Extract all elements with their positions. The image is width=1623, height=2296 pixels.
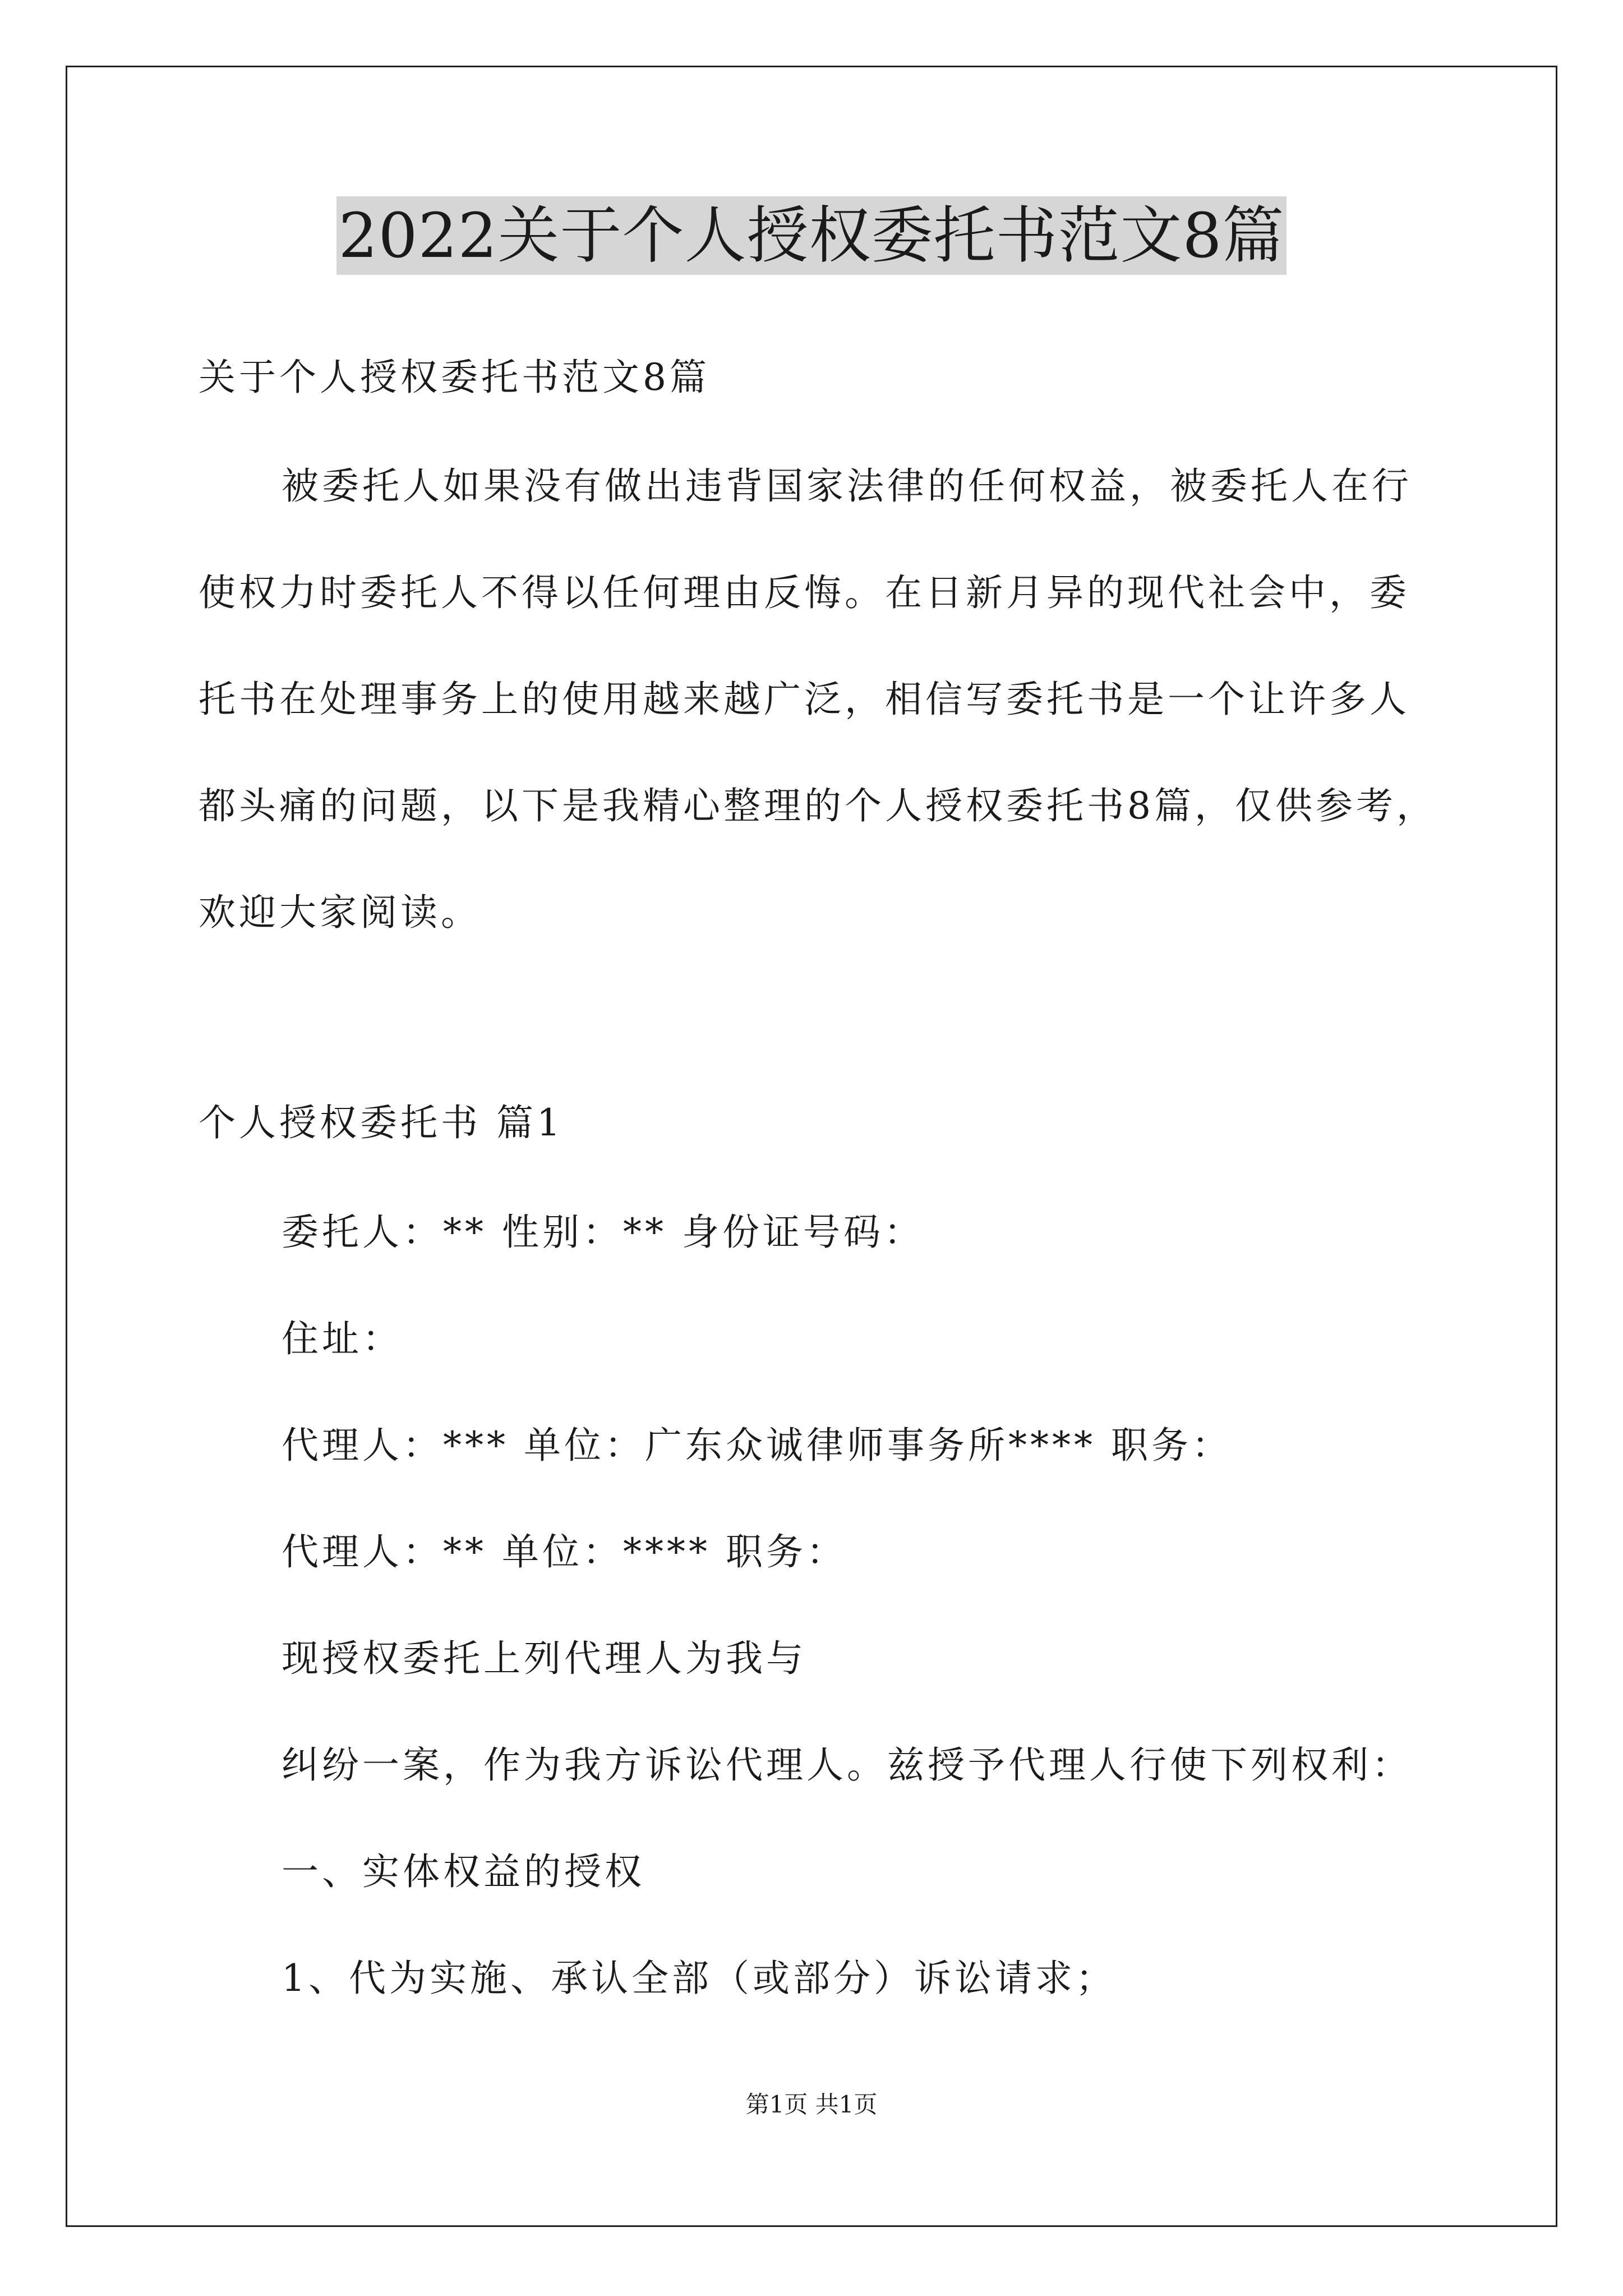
intro-line: 被委托人如果没有做出违背国家法律的任何权益，被委托人在行 xyxy=(282,464,1412,508)
subtitle: 关于个人授权委托书范文8篇 xyxy=(199,356,710,399)
body-line: 1、代为实施、承认全部（或部分）诉讼请求； xyxy=(282,1957,1116,2000)
body-line: 一、实体权益的授权 xyxy=(282,1850,645,1893)
intro-line: 欢迎大家阅读。 xyxy=(199,891,481,934)
title-container xyxy=(0,196,1623,275)
body-line: 委托人：** 性别：** 身份证号码： xyxy=(282,1211,924,1254)
document-title: 2022关于个人授权委托书范文8篇 xyxy=(336,196,1287,275)
section-heading: 个人授权委托书 篇1 xyxy=(199,1101,564,1144)
intro-line: 托书在处理事务上的使用越来越广泛，相信写委托书是一个让许多人 xyxy=(199,678,1410,721)
body-line: 住址： xyxy=(282,1317,403,1360)
intro-line: 使权力时委托人不得以任何理由反悔。在日新月异的现代社会中，委 xyxy=(199,571,1410,614)
page-footer: 第1页 共1页 xyxy=(745,2091,878,2118)
body-line: 代理人：*** 单位：广东众诚律师事务所**** 职务： xyxy=(282,1424,1232,1467)
body-line: 纠纷一案，作为我方诉讼代理人。兹授予代理人行使下列权利： xyxy=(282,1743,1412,1787)
body-line: 代理人：** 单位：**** 职务： xyxy=(282,1530,847,1573)
intro-line: 都头痛的问题，以下是我精心整理的个人授权委托书8篇，仅供参考， xyxy=(199,784,1437,827)
body-line: 现授权委托上列代理人为我与 xyxy=(282,1637,806,1680)
